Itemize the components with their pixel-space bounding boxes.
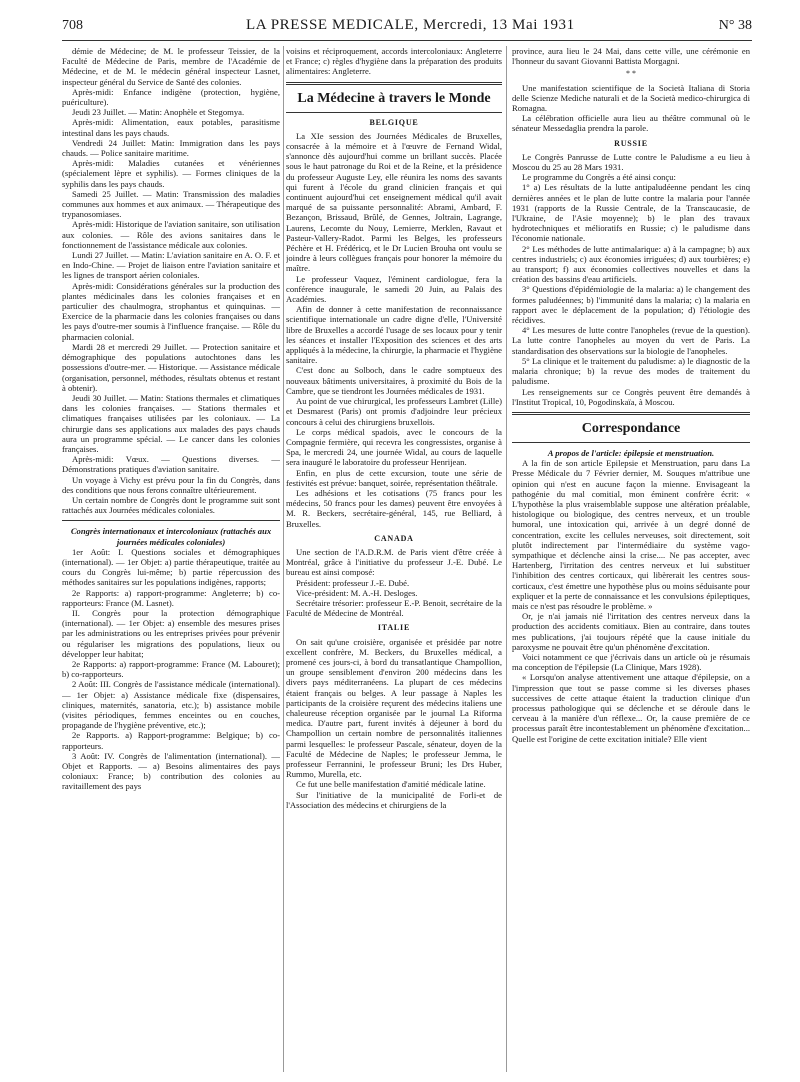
- paragraph: Après-midi: Historique de l'aviation sanitaire, son utilisation aux colonies. — Rôle des avions sanitaires dans le fonctionnement de l'assistance médicale aux colonies.: [62, 219, 280, 250]
- paragraph: Le Congrès Panrusse de Lutte contre le Paludisme a eu lieu à Moscou du 25 au 28 Mars 1931.: [512, 151, 750, 173]
- paragraph: 2° Les méthodes de lutte antimalarique: a) à la campagne; b) aux centres industriels; c) aux économies irriguées; d) aux tourbières; e) au transport; f) aux économies collectives nouvelles et dans la création des bassins d'eau artificiels.: [512, 243, 750, 285]
- paragraph: Un certain nombre de Congrès dont le programme suit sont rattachés aux Journées médicales coloniales.: [62, 494, 280, 516]
- russie-heading: RUSSIE: [614, 138, 648, 148]
- paragraph: Jeudi 23 Juillet. — Matin: Anophèle et Stegomya.: [72, 107, 245, 118]
- article-heading: A propos de l'article: épilepsie et menstruation.: [547, 447, 715, 458]
- paragraph: Le professeur Vaquez, l'éminent cardiologue, fera la conférence inaugurale, le samedi 20 Juin, au Palais des Académies.: [286, 273, 502, 305]
- paragraph: Les adhésions et les cotisations (75 francs pour les médecins, 50 francs pour les dames) peuvent être envoyées à M. R. Beckers, secrétaire-général, 145, rue Belliard, à Bruxelles.: [286, 487, 502, 529]
- paragraph: 5° La clinique et le traitement du paludisme: a) le diagnostic de la malaria chronique; b) la revue des modes de traitement du paludisme.: [512, 355, 750, 387]
- paragraph: Une section de l'A.D.R.M. de Paris vient d'être créée à Montréal, grâce à l'initiative du professeur J.-E. Dubé. Le bureau est ainsi composé:: [286, 546, 502, 578]
- paragraph: Après-midi: Considérations générales sur la production des plantes médicinales dans les colonies françaises et en particulier des chaulmogra, strophantus et quinquinas. — Exercice de la pharmacie dans les colonies françaises ou dans les pays d'outre-mer soumis à l'influence française. — Rôle du pharmacien colonial.: [62, 280, 280, 342]
- paragraph: « Lorsqu'on analyse attentivement une attaque d'épilepsie, on a l'impression que tout se passe comme si les diverses phases successives de cette attaque étaient la traduction clinique d'un processus pathologique qui se déclenche et se déroule dans le cerveau à la manière d'un réflexe... Or, la cause première de ce processus paraît être incontestablement un phénomène d'excitation... Quelle est l'origine de cette excitation initiale? Elle vient: [512, 672, 750, 744]
- column-divider: [506, 46, 507, 1072]
- paragraph: C'est donc au Solboch, dans le cadre somptueux des nouveaux bâtiments universitaires, à proximité du Bois de la Cambre, que se tiendront les Journées médicales de 1931.: [286, 365, 502, 396]
- section-rule: [62, 520, 280, 521]
- canada-paragraphs: [286, 547, 502, 618]
- paragraph: 2 Août: III. Congrès de l'assistance médicale (international). — 1er Objet: a) Assistance médicale fixe (dispensaires, cliniques, maternités, sanatoria, etc.); b) assistance mobile (visites périodiques, femmes enceintes ou en couches, propagande de l'hygiène préventive, etc.);: [62, 679, 280, 731]
- col3-top-paragraph: province, aura lieu le 24 Mai, dans cette ville, une cérémonie en l'honneur du savant Giovanni Battista Morgagni.: [512, 46, 750, 67]
- paragraph: Jeudi 30 Juillet. — Matin: Stations thermales et climatiques dans les colonies françaises. — Stations thermales et climatiques françaises utilisées par les coloniaux. — La chirurgie dans ses applications aux malades des pays chauds aura un programme spécial. — Le cancer dans les colonies françaises.: [62, 392, 280, 454]
- paragraph: Les renseignements sur ce Congrès peuvent être demandés à l'Institut Tropical, 10, Pogodinskaïa, à Moscou.: [512, 386, 750, 407]
- column-2: [286, 46, 502, 1072]
- col1-paragraphs: [62, 46, 280, 515]
- paragraph: Or, je n'ai jamais nié l'irritation des centres nerveux dans la production des accidents comitiaux. Bien au contraire, dans toutes mes publications, j'ai toujours répété que la cause initiale du paroxysme ne pouvait être qu'un phénomène d'excitation.: [512, 611, 750, 652]
- paragraph: 2e Rapports: a) rapport-programme: France (M. Labouret); b) co-rapporteurs.: [62, 658, 280, 680]
- paragraph: Ce fut une belle manifestation d'amitié médicale latine.: [296, 779, 486, 790]
- paragraph: Mardi 28 et mercredi 29 Juillet. — Protection sanitaire et démographique des populations autochtones dans les possessions d'outre-mer. — Historique. — Assistance médicale (organisation, personnel, méthodes, résultats obtenus et restant à obtenir).: [62, 341, 280, 393]
- belgique-paragraphs: [286, 131, 502, 529]
- header-rule: [62, 40, 752, 41]
- paragraph: II. Congrès pour la protection démographique (international). — 1er Objet: a) ensemble des mesures prises par les administrations ou les entreprises privées pour prévenir ou régulariser les migrations des populations, lieux ou développer leur habitat;: [62, 607, 280, 659]
- congress-paragraphs: [62, 547, 280, 792]
- paragraph: 3° Questions d'épidémiologie de la malaria: a) le changement des formes paludéennes; b) l'immunité dans la malaria; c) la malaria en rapport avec le déplacement de la population; d) l'étiologie des récidives.: [512, 284, 750, 326]
- paragraph: Enfin, en plus de cette excursion, toute une série de festivités est prévue: banquet, soirée, représentation théâtrale.: [286, 467, 502, 488]
- paragraph: Le corps médical spadois, avec le concours de la Compagnie fermière, qui recevra les congressistes, organise à Spa, le mercredi 24, une journée Widal, au cours de laquelle sera inauguré le laboratoire du professeur Henrijean.: [286, 426, 502, 468]
- column-3: [512, 46, 750, 1072]
- paragraph: Une manifestation scientifique de la Società Italiana di Storia delle Scienze Mediche naturali et de la Società medico-chirurgica di Romagna.: [512, 82, 750, 114]
- paragraph: Le programme du Congrès a été ainsi conçu:: [522, 172, 676, 183]
- page-number: 708: [62, 18, 83, 33]
- section-rule: [286, 112, 502, 113]
- paragraph: Voici notamment ce que j'écrivais dans un article où je résumais ma conception de l'épilepsie (La Clinique, Mars 1928).: [512, 651, 750, 673]
- section-title: La Médecine à travers le Monde: [297, 90, 491, 106]
- paragraph: Au point de vue chirurgical, les professeurs Lambret (Lille) et Desmarest (Paris) ont promis d'adjoindre leur précieux concours à celui des chirurgiens bruxellois.: [286, 396, 502, 427]
- issue-number: N° 38: [718, 18, 752, 33]
- section-rule: [512, 442, 750, 443]
- column-divider: [283, 46, 284, 1072]
- congress-heading: Congrès internationaux et intercoloniaux (rattachés aux journées médicales coloniales): [70, 526, 272, 547]
- col2-top-paragraph: voisins et réciproquement, accords intercoloniaux: Angleterre et France; c) règles d'hygiène dans la préparation des produits alimentaires: Angleterre.: [286, 46, 502, 77]
- column-1: [62, 46, 280, 1072]
- paragraph: Président: professeur J.-E. Dubé.: [296, 577, 410, 588]
- page-header: [62, 3, 752, 39]
- paragraph: 1er Août: I. Questions sociales et démographiques (international). — 1er Objet: a) partie thérapeutique, traitée au cours du Congrès lui-même; b) partie répercussion des méthodes sanitaires sur les populations indigènes, rapports;: [62, 546, 280, 588]
- paragraph: 2e Rapports. a) Rapport-programme: Belgique; b) co-rapporteurs.: [62, 730, 280, 751]
- paragraph: Après-midi: Enfance indigène (protection, hygiène, puériculture).: [62, 86, 280, 108]
- paragraph: Après-midi: Alimentation, eaux potables, parasitisme intestinal dans les pays chauds.: [62, 117, 280, 138]
- correspondance-title: Correspondance: [581, 420, 681, 436]
- paragraph: Samedi 25 Juillet. — Matin: Transmission des maladies communes aux hommes et aux animaux. — Thérapeutique des trypanosomiases.: [62, 188, 280, 220]
- paragraph: Vice-président: M. A.-H. Desloges.: [296, 587, 418, 598]
- journal-title: LA PRESSE MEDICALE, Mercredi, 13 Mai 1931: [246, 17, 575, 33]
- paragraph: Après-midi: Maladies cutanées et vénériennes (spécialement lèpre et syphilis). — Formes cliniques de la syphilis dans les pays chauds.: [62, 158, 280, 189]
- paragraph: 3 Août: IV. Congrès de l'alimentation (international). — Objet et Rapports. — a) Besoins alimentaires des pays coloniaux: France; b) contribution des colonies au ravitaillement des pays: [62, 750, 280, 792]
- canada-heading: CANADA: [374, 533, 414, 543]
- paragraph: Secrétaire trésorier: professeur E.-P. Benoit, secrétaire de la Faculté de Médecine de Montréal.: [286, 597, 502, 619]
- russie-paragraphs: [512, 152, 750, 407]
- paragraph: On sait qu'une croisière, organisée et présidée par notre excellent confrère, M. Beckers, du Bruxelles médical, a promené ces jours-ci, à bord du transatlantique Champollion, un groupe sensiblement d'environ 200 médecins dans les divers pays méditerranéens. La plupart de ces médecins étaient français ou belges. A leur passage à Naples les participants de la croisière reçurent des médecins italiens une chaleureuse réception organisée par le journal La Riforma medica. D'autre part, furent invités à déjeuner à bord du Champollion un certain nombre de personnalités italiennes parmi lesquelles: le professeur Pascale, sénateur, doyen de la Faculté de Médecine de Naples; le professeur Jemma, le professeur Ferrannini, le professeur Bruni; les Drs Huber, Rummo, Murella, etc.: [286, 636, 502, 780]
- italie-cont-paragraphs: [512, 83, 750, 134]
- belgique-heading: BELGIQUE: [369, 117, 419, 127]
- section-rule: [286, 82, 502, 85]
- correspondance-paragraphs: [512, 458, 750, 744]
- italie-paragraphs: [286, 637, 502, 810]
- italie-heading: ITALIE: [377, 623, 411, 633]
- paragraph: Un voyage à Vichy est prévu pour la fin du Congrès, dans des conditions que nous ferons connaître ultérieurement.: [62, 474, 280, 495]
- paragraph: Après-midi: Vœux. — Questions diverses. — Démonstrations pratiques d'aviation sanitaire.: [62, 454, 280, 475]
- paragraph: La XIe session des Journées Médicales de Bruxelles, consacrée à la mémoire et à l'œuvre de Fernand Widal, s'annonce dès aujourd'hui comme un brillant succès. Placée sous le haut patronage du Roi et de la Reine, et la présidence du professeur Auguste Ley, elle réunira les noms des savants qui furent à l'école du grand clinicien français et qui continuent aujourd'hui cet enseignement médical qu'il avait marqué de sa puissante personnalité: Abrami, Ambard, F. Bezançon, Brissaud, Brûlé, de Gennes, Joltrain, Lagrange, Laurens, Lecomte du Nouy, Lemierre, Merklen, Ravaut et Pasteur-Vallery-Radot. Parmi les Belges, les professeurs Péchère et H. Frédéricq, et le Dr Lucien Brouha ont voulu se joindre à leurs collègues français pour honorer la mémoire du maître.: [286, 130, 502, 274]
- paragraph: démie de Médecine; de M. le professeur Teissier, de la Faculté de Médecine de Paris, membre de l'Académie de Médecine, et de M. le médecin général inspecteur Lasnet, inspecteur général du Service de Santé des colonies.: [62, 46, 280, 87]
- section-rule: [512, 412, 750, 415]
- separator-stars: * *: [626, 69, 636, 79]
- paragraph: Sur l'initiative de la municipalité de Forli-et de l'Association des médecins et chirurgiens de la: [286, 789, 502, 810]
- paragraph: Afin de donner à cette manifestation de reconnaissance scientifique internationale un cadre digne d'elle, l'Université libre de Bruxelles a accordé l'usage de ses locaux pour y tenir les séances et installer l'Exposition des sciences et des arts appliqués à la médecine, la chirurgie, la pharmacie et l'hygiène sanitaire.: [286, 304, 502, 366]
- paragraph: Vendredi 24 Juillet: Matin: Immigration dans les pays chauds. — Police sanitaire maritime.: [62, 137, 280, 159]
- paragraph: A la fin de son article Epilepsie et Menstruation, paru dans La Presse Médicale du 7 Février dernier, M. Souques m'attribue une opinion qui n'est en aucune façon la mienne. Envisageant la pathogénie du mal comitial, mon éminent confrère écrit: « L'hypothèse la plus vraisemblable suppose une altération préalable, histologique ou biologique, des centres nerveux, et un trouble humoral, une intoxication qui, arrivée à un degré donné de concentration, excite les cellules nerveuses, soit directement, soit plutôt indirectement par l'intermédiaire du système vago-sympathique et déclenche ainsi la crise.... Ne pas accepter, avec Hartenberg, l'irritation des centres nerveux et lui substituer l'inhibition des centres corticaux, qui libèrerait les centres sous-corticaux, c'est émettre une hypothèse plus ou moins séduisante pour expliquer et la perte de connaissance et les convulsions épileptiques, mais ce n'est pas résoudre le problème. »: [512, 458, 750, 611]
- paragraph: La célébration officielle aura lieu au théâtre communal où le sénateur Messedaglia prendra la parole.: [512, 113, 750, 134]
- paragraph: 2e Rapports: a) rapport-programme: Angleterre; b) co-rapporteurs: France (M. Lasnet).: [62, 587, 280, 608]
- paragraph: 1° a) Les résultats de la lutte antipaludéenne pendant les cinq dernières années et le plan de lutte contre la malaria pour l'année 1931 (rapports de la Russie Centrale, de la Transcaucasie, de l'Ukraine, de l'Asie moyenne); b) le plan des travaux hydrotechniques et mélioratifs en Russie; c) le paludisme dans l'économie nationale.: [512, 182, 750, 244]
- paragraph: Lundi 27 Juillet. — Matin: L'aviation sanitaire en A. O. F. et en Indo-Chine. — Projet de liaison entre l'aviation sanitaire et les lignes de transport aérien coloniales.: [62, 250, 280, 281]
- paragraph: 4° Les mesures de lutte contre l'anopheles (revue de la question). La lutte contre l'anopheles au moyen du vert de Paris. La standardisation des observations sur la biologie de l'anopheles.: [512, 325, 750, 356]
